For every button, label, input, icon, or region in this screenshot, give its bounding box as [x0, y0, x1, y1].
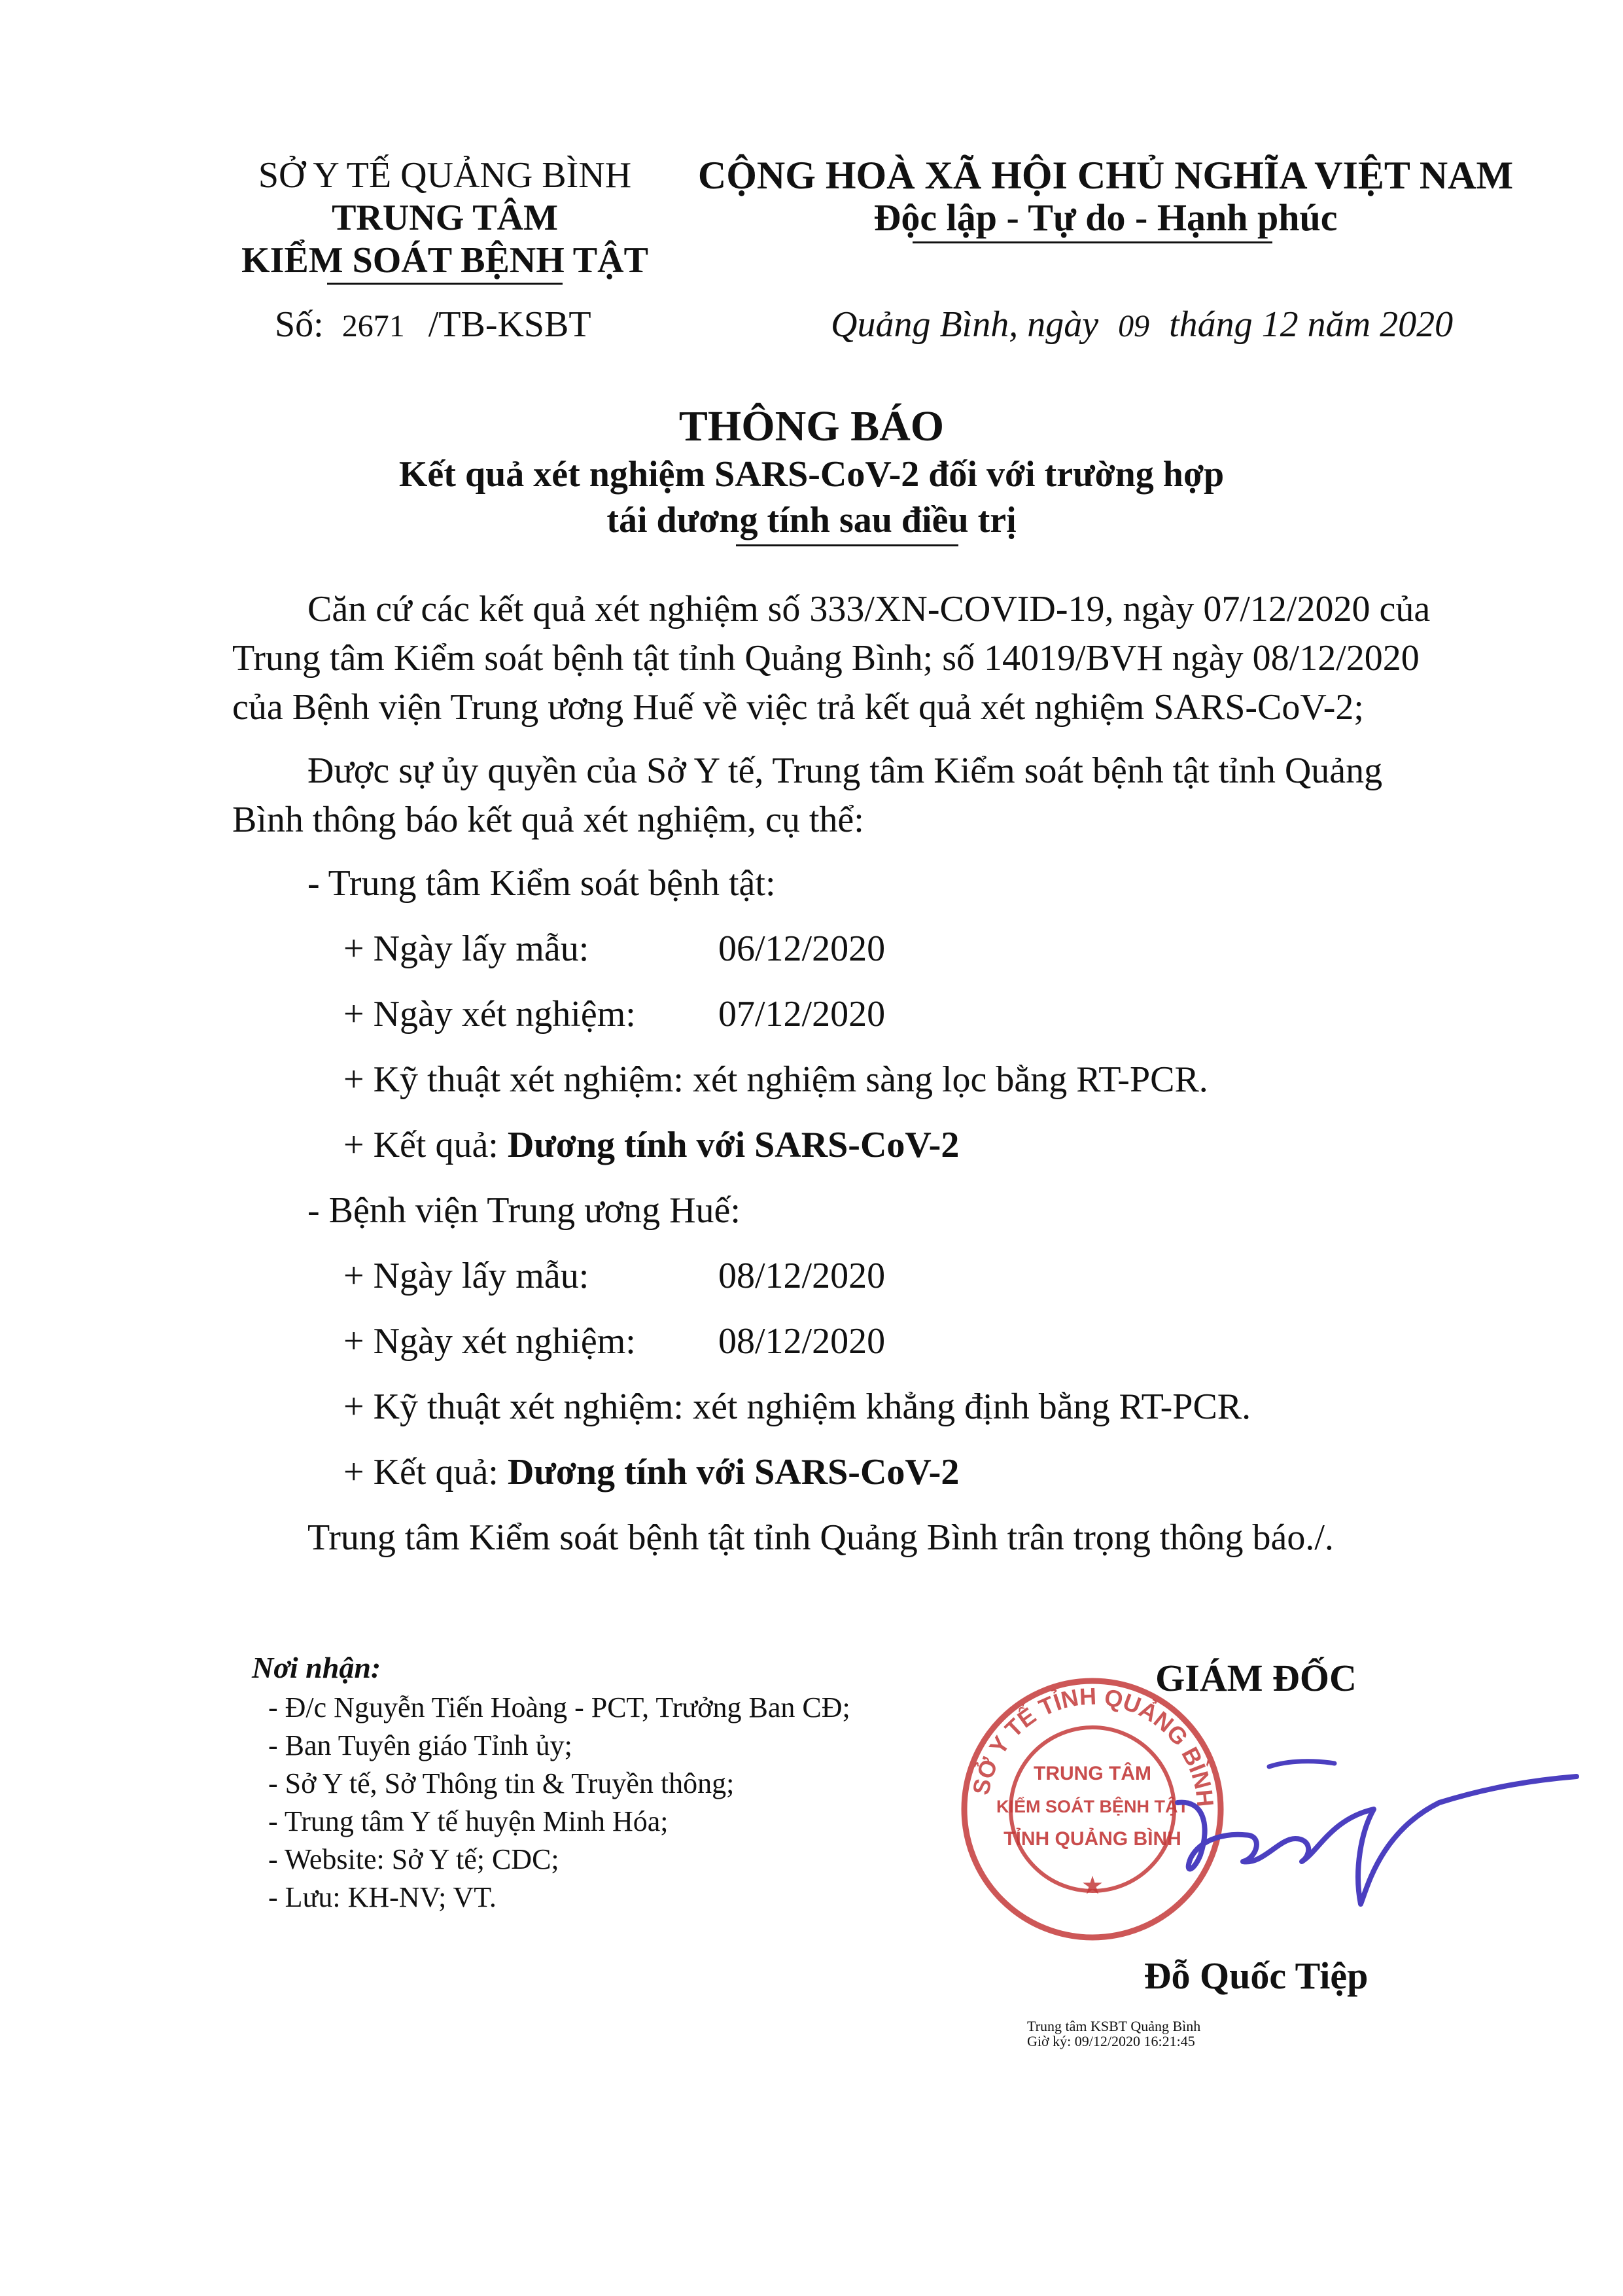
section2-result-label: + Kết quả:: [343, 1452, 498, 1492]
section1-result-label: + Kết quả:: [343, 1125, 498, 1165]
section2-result: [343, 1447, 959, 1498]
section2-heading: - Bệnh viện Trung ương Huế:: [307, 1190, 741, 1231]
number-value: 2671: [341, 309, 405, 344]
paragraph1-line3: của Bệnh viện Trung ương Huế về việc trả kết quả xét nghiệm SARS-CoV-2;: [232, 687, 1364, 728]
recipient-item: - Trung tâm Y tế huyện Minh Hóa;: [268, 1805, 669, 1837]
issuer-ministry: SỞ Y TẾ QUẢNG BÌNH: [258, 155, 632, 196]
recipient-item: - Website: Sở Y tế; CDC;: [268, 1843, 559, 1875]
recipient-item: - Ban Tuyên giáo Tỉnh ủy;: [268, 1729, 572, 1761]
document-number: [275, 303, 591, 348]
section1-result-value: Dương tính với SARS-CoV-2: [507, 1125, 960, 1165]
section1-sample-label: + Ngày lấy mẫu:: [343, 928, 589, 969]
paragraph2-line1: Được sự ủy quyền của Sở Y tế, Trung tâm Kiểm soát bệnh tật tỉnh Quảng: [307, 751, 1383, 791]
section2-sample-label: + Ngày lấy mẫu:: [343, 1256, 589, 1296]
issuer-center-line1: TRUNG TÂM: [332, 198, 558, 238]
digital-signature-org: Trung tâm KSBT Quảng Bình: [1027, 2018, 1201, 2034]
handwritten-signature: [1164, 1740, 1583, 1924]
title-underline: [736, 544, 958, 546]
number-label: Số:: [275, 304, 324, 345]
section2-test-label: + Ngày xét nghiệm:: [343, 1321, 636, 1362]
recipient-item: - Đ/c Nguyễn Tiến Hoàng - PCT, Trưởng Ban CĐ;: [268, 1691, 850, 1723]
date-prefix: Quảng Bình, ngày: [831, 304, 1099, 345]
section2-sample-date: 08/12/2020: [718, 1256, 886, 1296]
paragraph1-line2: Trung tâm Kiểm soát bệnh tật tỉnh Quảng Bình; số 14019/BVH ngày 08/12/2020: [232, 638, 1420, 679]
closing-sentence: Trung tâm Kiểm soát bệnh tật tỉnh Quảng Bình trân trọng thông báo./.: [307, 1517, 1334, 1558]
stamp-line1: TRUNG TÂM: [1034, 1763, 1151, 1784]
national-title: CỘNG HOÀ XÃ HỘI CHỦ NGHĨA VIỆT NAM: [697, 154, 1514, 197]
number-suffix: /TB-KSBT: [428, 304, 591, 345]
stamp-line2: KIỂM SOÁT BỆNH TẬT: [996, 1797, 1189, 1816]
issuer-underline: [327, 283, 563, 285]
motto-underline: [913, 241, 1272, 243]
section1-technique: + Kỹ thuật xét nghiệm: xét nghiệm sàng lọc bằng RT-PCR.: [343, 1059, 1208, 1100]
signature-flourish: [1269, 1761, 1335, 1767]
paragraph1-line1: Căn cứ các kết quả xét nghiệm số 333/XN-COVID-19, ngày 07/12/2020 của: [307, 589, 1431, 629]
section1-sample-date: 06/12/2020: [718, 928, 886, 969]
date-day: 09: [1118, 309, 1150, 344]
section1-result: [343, 1120, 959, 1171]
signer-name: Đỗ Quốc Tiệp: [1143, 1954, 1369, 1997]
signature-stroke: [1178, 1776, 1577, 1904]
digital-signature-time: Giờ ký: 09/12/2020 16:21:45: [1027, 2033, 1195, 2049]
stamp-line3: TỈNH QUẢNG BÌNH: [1003, 1828, 1181, 1850]
paragraph2-line2: Bình thông báo kết quả xét nghiệm, cụ thể:: [232, 800, 864, 840]
stamp-star-icon: ★: [1082, 1873, 1103, 1898]
national-motto: Độc lập - Tự do - Hạnh phúc: [873, 196, 1338, 239]
section2-result-value: Dương tính với SARS-CoV-2: [507, 1452, 960, 1492]
section1-heading: - Trung tâm Kiểm soát bệnh tật:: [307, 863, 776, 904]
signer-position: GIÁM ĐỐC: [1155, 1657, 1357, 1699]
recipients-heading: Nơi nhận:: [252, 1651, 381, 1684]
section1-test-label: + Ngày xét nghiệm:: [343, 994, 636, 1034]
section2-technique: + Kỹ thuật xét nghiệm: xét nghiệm khẳng định bằng RT-PCR.: [343, 1386, 1251, 1427]
recipient-item: - Sở Y tế, Sở Thông tin & Truyền thông;: [268, 1767, 735, 1799]
document-subtitle-line2: tái dương tính sau điều trị: [606, 500, 1017, 540]
issuer-center-line2: KIỂM SOÁT BỆNH TẬT: [241, 240, 648, 281]
section2-test-date: 08/12/2020: [718, 1321, 886, 1362]
stamp-outer-text: SỞ Y TẾ TỈNH QUẢNG BÌNH: [967, 1682, 1219, 1809]
document-subtitle-line1: Kết quả xét nghiệm SARS-CoV-2 đối với trường hợp: [398, 454, 1225, 495]
section1-test-date: 07/12/2020: [718, 994, 886, 1034]
document-title: THÔNG BÁO: [678, 402, 945, 450]
recipient-item: - Lưu: KH-NV; VT.: [268, 1881, 497, 1913]
date-suffix: tháng 12 năm 2020: [1169, 304, 1454, 345]
document-date: [831, 303, 1453, 348]
